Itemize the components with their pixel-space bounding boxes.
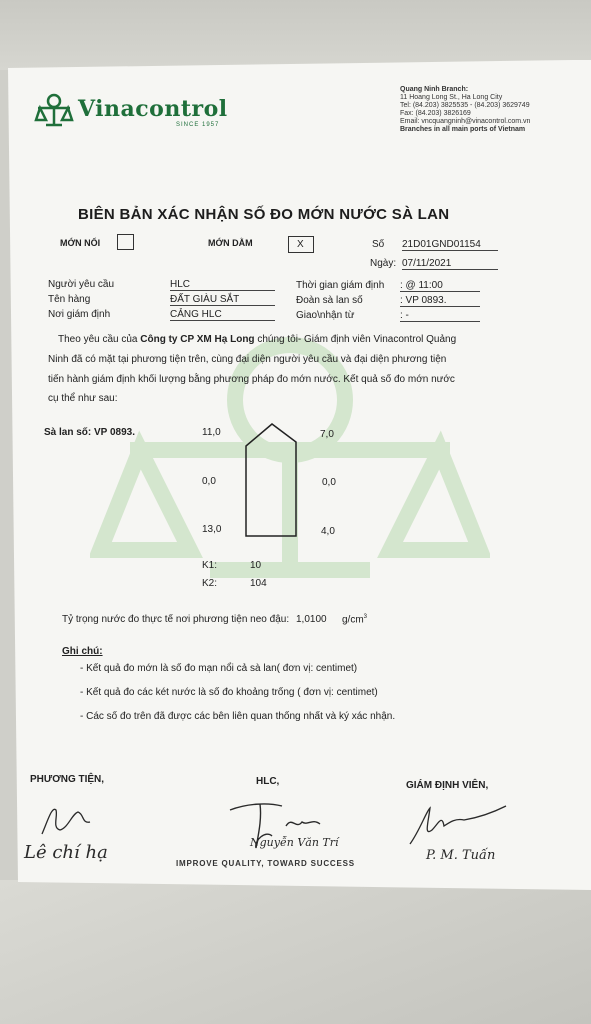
mon-dam-label: MỚN DẰM [208,238,253,248]
paragraph-line: tiến hành giám định khối lượng bằng phương pháp đo mớn nước. Kết quả số đo mớn nước [48,374,455,385]
info-value: CẢNG HLC [170,309,275,321]
info-value: : VP 0893. [400,295,480,307]
notes-heading: Ghi chú: [62,646,103,657]
density-value: 1,0100 [296,614,327,625]
branch-line: Fax: (84.203) 3826169 [400,110,471,117]
draft-fore-right: 7,0 [320,429,334,440]
k2-value: 104 [250,578,267,589]
branch-line: Quang Ninh Branch: [400,86,469,93]
info-label: Nơi giám định [48,309,111,320]
ngay-value: 07/11/2021 [402,258,498,270]
barge-diagram [240,420,302,540]
footer-slogan: IMPROVE QUALITY, TOWARD SUCCESS [176,859,355,868]
k1-label: K1: [202,560,218,571]
mon-noi-label: MỚN NỔI [60,238,101,248]
draft-aft-left: 13,0 [202,524,222,535]
info-value: HLC [170,279,275,291]
density-label: Tỷ trọng nước đo thực tế nơi phương tiện neo đậu: [62,614,290,625]
branch-line: 11 Hoang Long St., Ha Long City [400,94,503,101]
mon-noi-checkbox [117,234,134,250]
signature-right-name: P. M. Tuấn [426,848,496,863]
paragraph-line: Theo yêu cầu của Công ty CP XM Hạ Long chúng tôi- Giám định viên Vinacontrol Quảng [58,334,457,345]
branch-line: Tel: (84.203) 3825535 - (84.203) 3629749 [400,102,530,109]
draft-mid-right: 0,0 [322,477,336,488]
so-label: Số [372,239,385,250]
so-value: 21D01GND01154 [402,239,498,251]
signature-middle-name: Nguyễn Văn Trí [250,836,339,849]
info-value: : - [400,310,480,322]
note-item: - Kết quả đo các két nước là số đo khoảng trống ( đơn vị: centimet) [80,687,378,698]
signature-left-name: Lê chí hạ [24,842,108,863]
info-label: Người yêu cầu [48,279,115,290]
k1-value: 10 [250,560,262,571]
signature-right-scribble [406,800,516,850]
info-label: Giao\nhận từ [296,310,355,321]
company-since: SINCE 1957 [176,122,220,128]
paragraph-line: Ninh đã có mặt tại phương tiện trên, cùng đại diện người yêu cầu và đại diện phương tiện [48,354,447,365]
branch-line: Branches in all main ports of Vietnam [400,126,526,133]
draft-fore-left: 11,0 [202,427,221,438]
barge-label: Sà lan số: VP 0893. [44,427,135,438]
draft-aft-right: 4,0 [321,526,335,537]
draft-mid-left: 0,0 [202,476,216,487]
info-label: Tên hàng [48,294,91,305]
info-label: Thời gian giám định [296,280,385,291]
sign-title-middle: HLC, [256,776,280,787]
k2-label: K2: [202,578,218,589]
document-title: BIÊN BẢN XÁC NHẬN SỐ ĐO MỚN NƯỚC SÀ LAN [78,206,450,223]
sign-title-left: PHƯƠNG TIỆN, [30,774,105,785]
branch-line: Email: vncquangninh@vinacontrol.com.vn [400,118,531,125]
sign-title-right: GIÁM ĐỊNH VIÊN, [406,780,489,791]
company-logo-name: Vinacontrol [78,96,228,122]
mon-dam-checkbox: X [288,236,314,253]
scale-logo-icon [34,92,74,128]
info-value: : @ 11:00 [400,280,480,292]
note-item: - Các số đo trên đã được các bên liên quan thống nhất và ký xác nhận. [80,711,396,722]
info-label: Đoàn sà lan số [296,295,363,306]
paragraph-line: cụ thể như sau: [48,393,118,404]
signature-left-scribble [38,800,108,840]
ngay-label: Ngày: [370,258,397,269]
note-item: - Kết quả đo mớn là số đo mạn nổi cả sà lan( đơn vị: centimet) [80,663,358,674]
density-unit: $g/cm^3$ [342,614,368,626]
branch-info [400,86,530,134]
info-value: ĐẤT GIÀU SẮT [170,294,275,306]
